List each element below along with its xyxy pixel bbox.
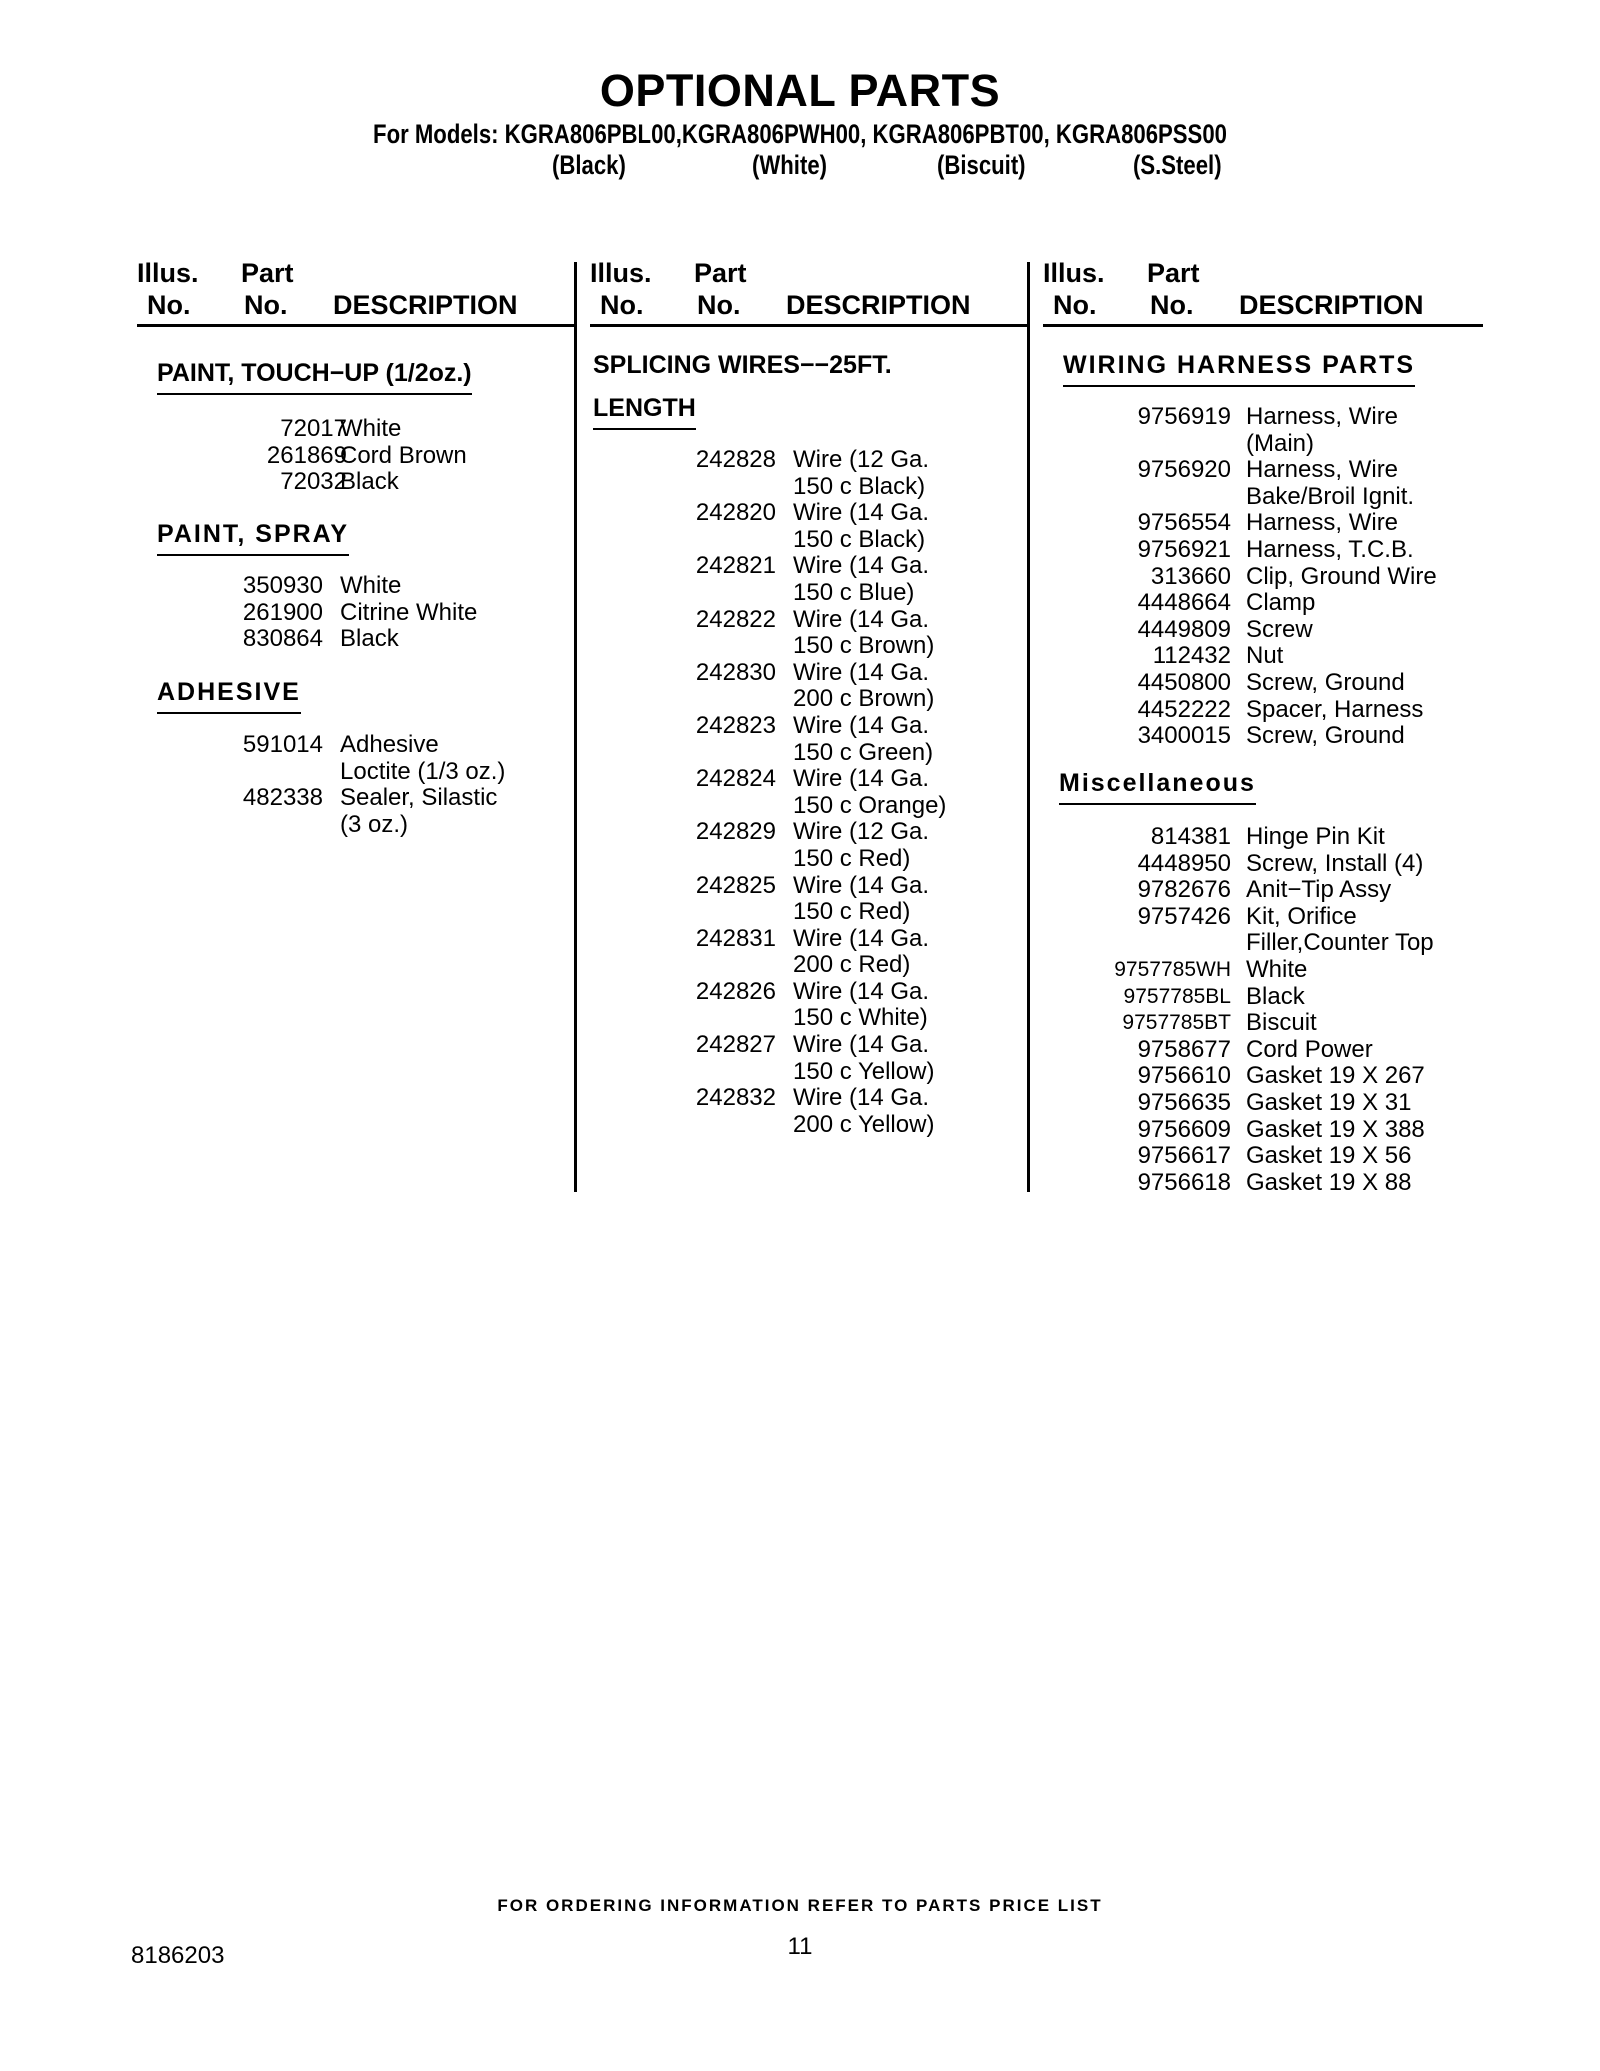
- part-description: Loctite (1/3 oz.): [340, 757, 506, 785]
- part-number: 814381: [1150, 823, 1231, 850]
- part-no-label: No.: [697, 290, 741, 320]
- part-description: Nut: [1246, 642, 1284, 670]
- model-colors: [0, 150, 1600, 184]
- illus-no-label: No.: [147, 290, 191, 320]
- list-item: [593, 711, 930, 740]
- color-ssteel: (S.Steel): [1133, 150, 1222, 180]
- part-description: 150 c Brown): [793, 632, 935, 660]
- list-item: [593, 1084, 930, 1112]
- list-item: [157, 757, 506, 786]
- part-description: Wire (14 Ga.: [793, 658, 930, 686]
- part-description: 150 c Red): [793, 844, 911, 872]
- list-item: [1063, 429, 1315, 458]
- part-description: Gasket 19 X 267: [1246, 1062, 1425, 1090]
- part-description: Harness, T.C.B.: [1246, 535, 1414, 563]
- list-item: [593, 1110, 935, 1139]
- part-description: Gasket 19 X 31: [1246, 1088, 1412, 1116]
- part-description: 150 c Red): [793, 898, 911, 926]
- part-description: 200 c Red): [793, 951, 911, 979]
- column-1-header: [137, 258, 577, 327]
- part-number: 242820: [695, 499, 776, 527]
- description-label: DESCRIPTION: [333, 290, 518, 320]
- part-description: 150 c Yellow): [793, 1057, 935, 1085]
- list-item: [1063, 722, 1405, 750]
- list-item: [593, 818, 930, 846]
- part-number: 4452222: [1137, 695, 1231, 723]
- column-3-header: [1043, 258, 1483, 327]
- list-item: [1063, 589, 1316, 617]
- part-description: Black: [1246, 982, 1305, 1010]
- part-description: Citrine White: [340, 598, 478, 626]
- part-number: 4449809: [1137, 615, 1231, 643]
- part-number: 9756609: [1137, 1115, 1231, 1143]
- list-item: [593, 844, 911, 873]
- part-number: 242821: [695, 552, 776, 580]
- part-number: 242828: [695, 446, 776, 473]
- list-item: [1063, 695, 1424, 724]
- part-number: 9756635: [1137, 1088, 1231, 1116]
- section-title-paint-spray: PAINT, SPRAY: [157, 518, 349, 556]
- part-no-label: No.: [1150, 290, 1194, 320]
- list-item: [1063, 403, 1399, 431]
- part-number: 591014: [242, 731, 323, 758]
- page-number: 11: [787, 1933, 813, 1960]
- part-number: 9756618: [1137, 1168, 1231, 1196]
- part-description: Harness, Wire: [1246, 403, 1399, 430]
- part-description: Biscuit: [1246, 1009, 1317, 1037]
- part-number: 9756919: [1137, 403, 1231, 430]
- list-item: [1063, 562, 1437, 591]
- part-description: Gasket 19 X 388: [1246, 1115, 1425, 1143]
- part-description: Wire (14 Ga.: [793, 711, 930, 739]
- list-item: [593, 977, 930, 1006]
- column-divider: [574, 262, 577, 1192]
- list-item: [593, 446, 930, 474]
- list-item: [593, 738, 934, 767]
- description-label: DESCRIPTION: [786, 290, 971, 320]
- part-number: 242829: [695, 818, 776, 846]
- part-description: Screw: [1246, 615, 1313, 643]
- list-item: [1063, 876, 1392, 904]
- section-title-miscellaneous: Miscellaneous: [1059, 767, 1256, 805]
- part-description: Gasket 19 X 88: [1246, 1168, 1412, 1196]
- column-divider: [1027, 262, 1030, 1192]
- list-item: [593, 1004, 928, 1032]
- color-white: (White): [752, 150, 828, 180]
- part-description: Wire (14 Ga.: [793, 765, 930, 793]
- list-item: [593, 898, 911, 926]
- list-item: [593, 605, 930, 634]
- list-item: [1063, 982, 1305, 1011]
- part-description: Harness, Wire: [1246, 456, 1399, 484]
- part-description: Gasket 19 X 56: [1246, 1142, 1412, 1170]
- part-number: 9756617: [1137, 1142, 1231, 1170]
- part-description: Screw, Install (4): [1246, 849, 1424, 877]
- list-item: [1063, 1142, 1412, 1170]
- part-description: Adhesive: [340, 731, 439, 758]
- part-description: Wire (14 Ga.: [793, 871, 930, 899]
- part-number: 4448664: [1137, 589, 1231, 617]
- part-number: 72032: [280, 468, 347, 496]
- part-description: Sealer, Silastic: [340, 784, 498, 812]
- part-description: White: [340, 572, 402, 599]
- part-label: Part: [694, 258, 747, 288]
- list-item: [157, 731, 439, 759]
- list-item: [593, 951, 911, 979]
- part-number: 242823: [695, 711, 776, 739]
- section-title-paint-touchup: PAINT, TOUCH−UP (1/2oz.): [157, 357, 472, 395]
- part-no-label: No.: [244, 290, 288, 320]
- part-label: Part: [1147, 258, 1200, 288]
- part-number: 112432: [1152, 642, 1231, 670]
- list-item: [1063, 1062, 1425, 1090]
- part-number: 9757785BL: [1123, 984, 1231, 1008]
- document-number: 8186203: [131, 1942, 225, 1969]
- part-number: 350930: [242, 572, 323, 599]
- list-item: [157, 598, 478, 627]
- models-line: For Models: KGRA806PBL00,KGRA806PWH00, KGRA806PBT00, KGRA806PSS00: [373, 119, 1227, 149]
- list-item: [1063, 615, 1313, 644]
- part-number: 9756554: [1137, 509, 1231, 537]
- miscellaneous-list: [1063, 823, 1434, 1196]
- part-description: Kit, Orifice: [1246, 902, 1357, 930]
- part-description: Black: [340, 468, 399, 496]
- part-description: Spacer, Harness: [1246, 695, 1424, 723]
- illus-label: Illus.: [1043, 258, 1105, 288]
- part-number: 9756921: [1137, 535, 1231, 563]
- section-title-adhesive: ADHESIVE: [157, 676, 301, 714]
- list-item: [157, 468, 399, 496]
- list-item: [1063, 1168, 1412, 1197]
- part-number: 4450800: [1137, 668, 1231, 696]
- part-description: Cord Brown: [340, 441, 467, 469]
- part-number: 261900: [242, 598, 323, 626]
- part-number: 9756610: [1137, 1062, 1231, 1090]
- part-description: 150 c Green): [793, 738, 934, 766]
- list-item: [1063, 1035, 1373, 1064]
- list-item: [593, 685, 935, 713]
- section-title-splicing-wires: SPLICING WIRES−−25FT.: [593, 351, 892, 379]
- description-label: DESCRIPTION: [1239, 290, 1424, 320]
- wiring-harness-list: [1063, 403, 1437, 750]
- part-label: Part: [241, 258, 294, 288]
- list-item: [157, 441, 467, 470]
- part-description: Wire (14 Ga.: [793, 552, 930, 580]
- list-item: [1063, 902, 1357, 931]
- part-description: White: [1246, 955, 1308, 983]
- part-number: 313660: [1150, 562, 1231, 590]
- list-item: [593, 1031, 930, 1059]
- column-2-header: [590, 258, 1030, 327]
- list-item: [157, 572, 402, 600]
- section-title-length: LENGTH: [593, 392, 696, 430]
- list-item: [593, 578, 915, 607]
- part-number: 9757785WH: [1114, 957, 1231, 981]
- part-number: 242827: [695, 1031, 776, 1059]
- part-number: 3400015: [1137, 722, 1231, 750]
- section-title-wiring-harness: WIRING HARNESS PARTS: [1063, 349, 1415, 387]
- list-item: [1063, 955, 1308, 984]
- list-item: [1063, 849, 1424, 878]
- part-description: Filler,Counter Top: [1246, 929, 1434, 957]
- part-number: 9757426: [1137, 902, 1231, 930]
- part-description: (Main): [1246, 429, 1315, 457]
- list-item: [157, 415, 402, 443]
- adhesive-list: [157, 731, 506, 838]
- illus-no-label: No.: [600, 290, 644, 320]
- list-item: [593, 791, 947, 820]
- list-item: [593, 472, 926, 501]
- part-description: Wire (14 Ga.: [793, 499, 930, 527]
- list-item: [157, 784, 498, 812]
- part-number: 242822: [695, 605, 776, 633]
- part-description: Wire (14 Ga.: [793, 977, 930, 1005]
- part-description: Wire (14 Ga.: [793, 1031, 930, 1059]
- part-description: 200 c Yellow): [793, 1110, 935, 1138]
- part-number: 242824: [695, 765, 776, 793]
- part-description: Screw, Ground: [1246, 668, 1405, 696]
- list-item: [593, 1057, 935, 1086]
- part-description: Wire (14 Ga.: [793, 924, 930, 952]
- list-item: [593, 525, 926, 554]
- list-item: [1063, 535, 1414, 564]
- part-description: Clip, Ground Wire: [1246, 562, 1437, 590]
- part-number: 9758677: [1137, 1035, 1231, 1063]
- part-description: Cord Power: [1246, 1035, 1373, 1063]
- part-number: 9782676: [1137, 876, 1231, 904]
- color-biscuit: (Biscuit): [937, 150, 1026, 180]
- part-description: (3 oz.): [340, 810, 409, 838]
- part-description: 200 c Brown): [793, 685, 935, 713]
- list-item: [593, 924, 930, 953]
- illus-label: Illus.: [137, 258, 199, 288]
- part-number: 9757785BT: [1122, 1011, 1231, 1035]
- list-item: [593, 871, 930, 900]
- part-description: Wire (12 Ga.: [793, 446, 930, 473]
- part-number: 242831: [695, 924, 776, 952]
- list-item: [1063, 509, 1399, 537]
- part-number: 830864: [242, 625, 323, 653]
- list-item: [593, 499, 930, 527]
- paint-spray-list: [157, 572, 478, 653]
- part-description: Wire (14 Ga.: [793, 1084, 930, 1112]
- part-number: 261869: [266, 441, 347, 469]
- ordering-info-note: FOR ORDERING INFORMATION REFER TO PARTS PRICE LIST: [497, 1896, 1103, 1915]
- part-description: Clamp: [1246, 589, 1316, 617]
- part-description: 150 c Blue): [793, 578, 915, 606]
- color-black: (Black): [552, 150, 626, 180]
- list-item: [1063, 1009, 1317, 1037]
- part-description: Harness, Wire: [1246, 509, 1399, 537]
- part-number: 242825: [695, 871, 776, 899]
- part-description: Wire (12 Ga.: [793, 818, 930, 846]
- list-item: [593, 632, 935, 660]
- part-description: White: [340, 415, 402, 442]
- list-item: [1063, 456, 1399, 484]
- part-description: Anit−Tip Assy: [1246, 876, 1392, 904]
- illus-label: Illus.: [590, 258, 652, 288]
- part-number: 4448950: [1137, 849, 1231, 877]
- part-description: Bake/Broil Ignit.: [1246, 482, 1415, 510]
- page-title: OPTIONAL PARTS: [599, 65, 1001, 116]
- list-item: [157, 625, 399, 653]
- part-description: Hinge Pin Kit: [1246, 823, 1385, 850]
- part-description: 150 c White): [793, 1004, 928, 1032]
- list-item: [593, 765, 930, 793]
- part-description: 150 c Black): [793, 472, 926, 500]
- list-item: [1063, 1115, 1425, 1144]
- list-item: [157, 810, 409, 839]
- part-description: Wire (14 Ga.: [793, 605, 930, 633]
- part-number: 9756920: [1137, 456, 1231, 484]
- part-description: 150 c Black): [793, 525, 926, 553]
- list-item: [593, 552, 930, 580]
- list-item: [1063, 482, 1415, 511]
- part-description: 150 c Orange): [793, 791, 947, 819]
- list-item: [1063, 668, 1405, 697]
- list-item: [1063, 642, 1284, 670]
- part-description: Screw, Ground: [1246, 722, 1405, 750]
- paint-touchup-list: [157, 415, 467, 496]
- illus-no-label: No.: [1053, 290, 1097, 320]
- list-item: [1063, 929, 1434, 957]
- list-item: [593, 658, 930, 687]
- part-number: 72017: [280, 415, 347, 442]
- part-number: 242826: [695, 977, 776, 1005]
- list-item: [1063, 823, 1385, 851]
- splicing-wires-list: [593, 446, 947, 1138]
- part-description: Black: [340, 625, 399, 653]
- part-number: 482338: [242, 784, 323, 812]
- part-number: 242832: [695, 1084, 776, 1112]
- list-item: [1063, 1088, 1412, 1117]
- part-number: 242830: [695, 658, 776, 686]
